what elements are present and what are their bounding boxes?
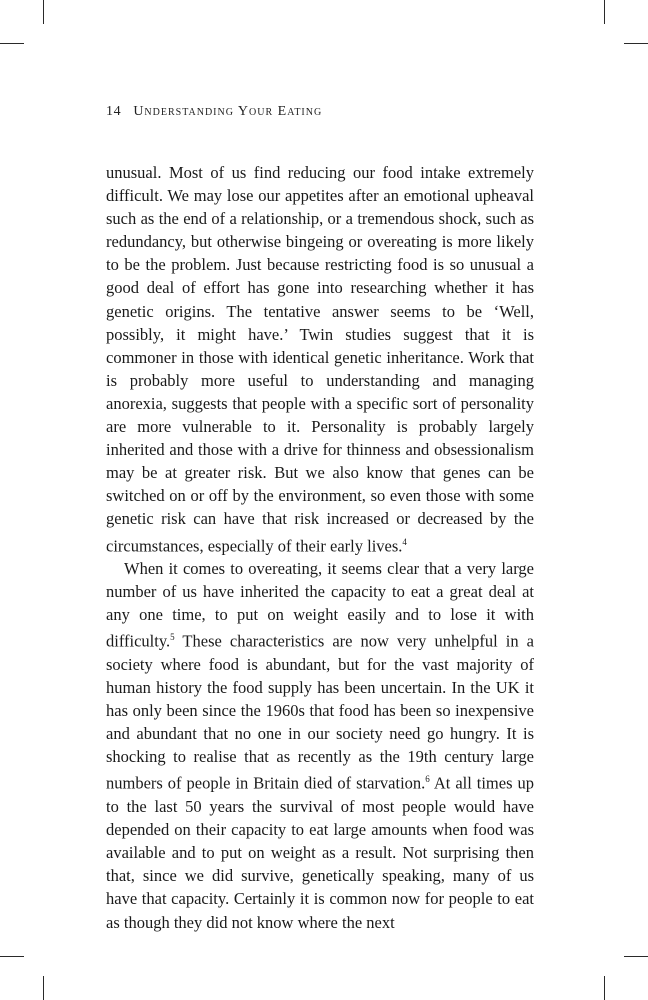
- running-head: [106, 104, 322, 120]
- paragraph-2-text-a: When it comes to overeating, it seems clear that a very large number of us have inherited the capacity to eat a great deal at any one time, to put on weight easily and to lose it with difficulty.: [106, 559, 534, 651]
- footnote-ref-5[interactable]: 5: [170, 632, 175, 643]
- paragraph-1-text: unusual. Most of us find reducing our food intake extremely difficult. We may lose our appetites after an emotional upheaval such as the end of a relationship, or a tremendous shock, such as redundancy, but otherwise bingeing or overeating is more likely to be the problem. Just because restricting food is so unusual a good deal of effort has gone into researching whether it has genetic origins. The tentative answer seems to be ‘Well, possibly, it might have.’ Twin studies suggest that it is commoner in those with identical genetic inheritance. Work that is probably more useful to understanding and managing anorexia, suggests that people with a specific sort of personality are more vulnerable to it. Personality is probably largely inherited and those with a drive for thinness and obsessionalism may be at greater risk. But we also know that genes can be switched on or off by the environment, so even those with some genetic risk can have that risk increased or decreased by the circumstances, especially of their early lives.: [106, 163, 534, 555]
- crop-mark-top-right: [604, 0, 605, 24]
- body-text: [106, 161, 534, 934]
- crop-mark-bottom-right: [604, 976, 605, 1000]
- crop-mark-right-top: [624, 43, 648, 44]
- running-title: Understanding Your Eating: [133, 104, 323, 119]
- crop-mark-left-bottom: [0, 956, 24, 957]
- page-number: 14: [106, 104, 122, 119]
- paragraph-2-text-c: At all times up to the last 50 years the survival of most people would have depended on their capacity to eat large amounts when food was available and to put on weight as a result. Not surprising then that, since we did survive, genetically speaking, many of us have that capacity. Certainly it is common now for people to eat as though they did not know where the next: [106, 773, 534, 932]
- paragraph-2-text-b: These characteristics are now very unhelpful in a society where food is abundant, but for the vast majority of human history the food supply has been uncertain. In the UK it has only been since the 1960s that food has been so inexpensive and abundant that no one in our society need go hungry. It is shocking to realise that as recently as the 19th century large numbers of people in Britain died of starvation.: [106, 631, 534, 793]
- paragraph-2: [106, 557, 534, 934]
- crop-mark-right-bottom: [624, 956, 648, 957]
- paragraph-1: [106, 161, 534, 557]
- footnote-ref-4[interactable]: 4: [402, 536, 407, 547]
- crop-mark-left-top: [0, 43, 24, 44]
- crop-mark-top-left: [43, 0, 44, 24]
- footnote-ref-6[interactable]: 6: [425, 774, 430, 785]
- crop-mark-bottom-left: [43, 976, 44, 1000]
